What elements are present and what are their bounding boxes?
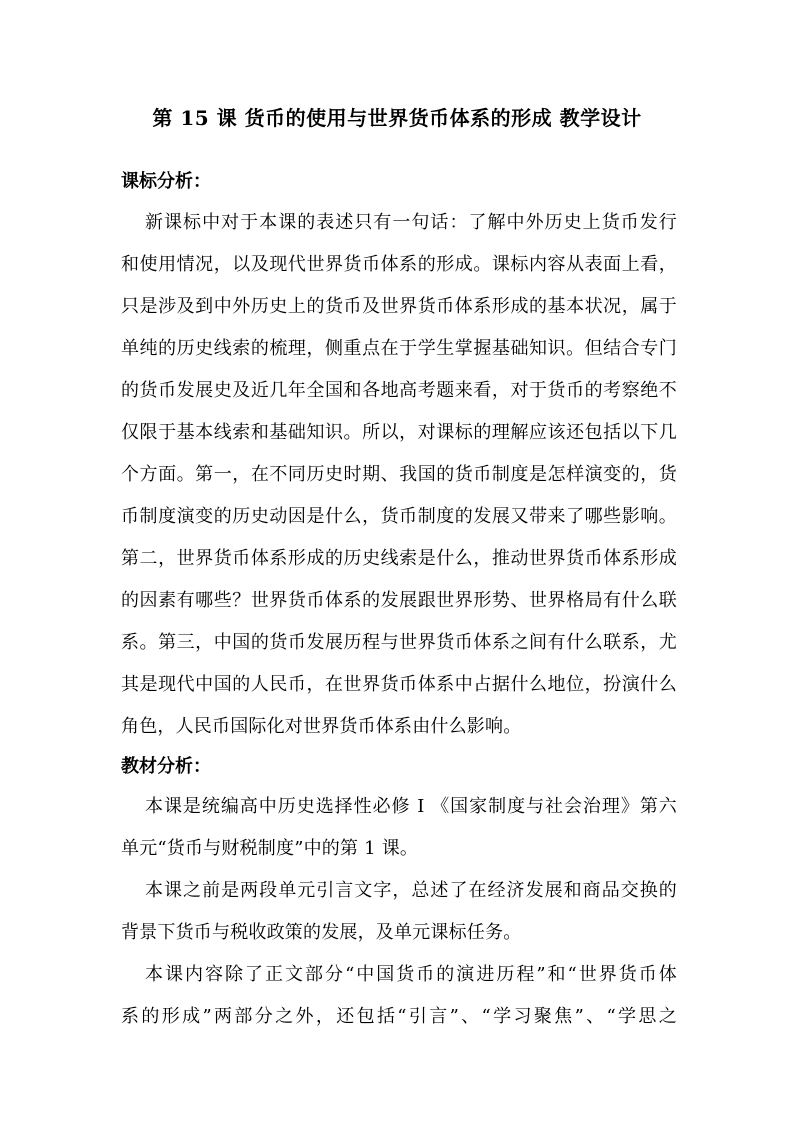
paragraph-line: 其是现代中国的人民币，在世界货币体系中占据什么地位，扮演什么 [121,674,677,695]
paragraph-line: 新课标中对于本课的表述只有一句话：了解中外历史上货币发行 [145,212,677,233]
paragraph-line: 的货币发展史及近几年全国和各地高考题来看，对于货币的考察绝不 [121,380,677,401]
paragraph-line: 仅限于基本线索和基础知识。所以，对课标的理解应该还包括以下几 [121,422,677,443]
paragraph-line: 只是涉及到中外历史上的货币及世界货币体系形成的基本状况，属于 [121,296,677,317]
paragraph-line: 本课内容除了正文部分“中国货币的演进历程”和“世界货币体 [145,964,677,985]
paragraph-line: 系。第三，中国的货币发展历程与世界货币体系之间有什么联系，尤 [121,632,677,653]
paragraph-line: 单元“货币与财税制度”中的第 1 课。 [121,838,419,859]
paragraph-line: 第二，世界货币体系形成的历史线索是什么，推动世界货币体系形成 [121,548,677,569]
section-heading-textbook: 教材分析： [121,756,211,777]
section-heading-curriculum: 课标分析： [121,171,211,192]
paragraph-line: 系的形成”两部分之外，还包括“引言”、“学习聚焦”、“学思之 [121,1006,677,1027]
paragraph-line: 本课是统编高中历史选择性必修 I 《国家制度与社会治理》第六 [145,796,677,817]
paragraph-line: 的因素有哪些？世界货币体系的发展跟世界形势、世界格局有什么联 [121,590,677,611]
paragraph-line: 币制度演变的历史动因是什么，货币制度的发展又带来了哪些影响。 [121,506,677,527]
paragraph-line: 角色，人民币国际化对世界货币体系由什么影响。 [121,716,522,737]
document-title: 第 15 课 货币的使用与世界货币体系的形成 教学设计 [152,106,642,130]
paragraph-line: 背景下货币与税收政策的发展，及单元课标任务。 [121,922,522,943]
paragraph-line: 本课之前是两段单元引言文字，总述了在经济发展和商品交换的 [145,880,677,901]
paragraph-line: 和使用情况，以及现代世界货币体系的形成。课标内容从表面上看， [121,254,677,275]
paragraph-line: 单纯的历史线索的梳理，侧重点在于学生掌握基础知识。但结合专门 [121,338,677,359]
paragraph-line: 个方面。第一，在不同历史时期、我国的货币制度是怎样演变的，货 [121,464,677,485]
